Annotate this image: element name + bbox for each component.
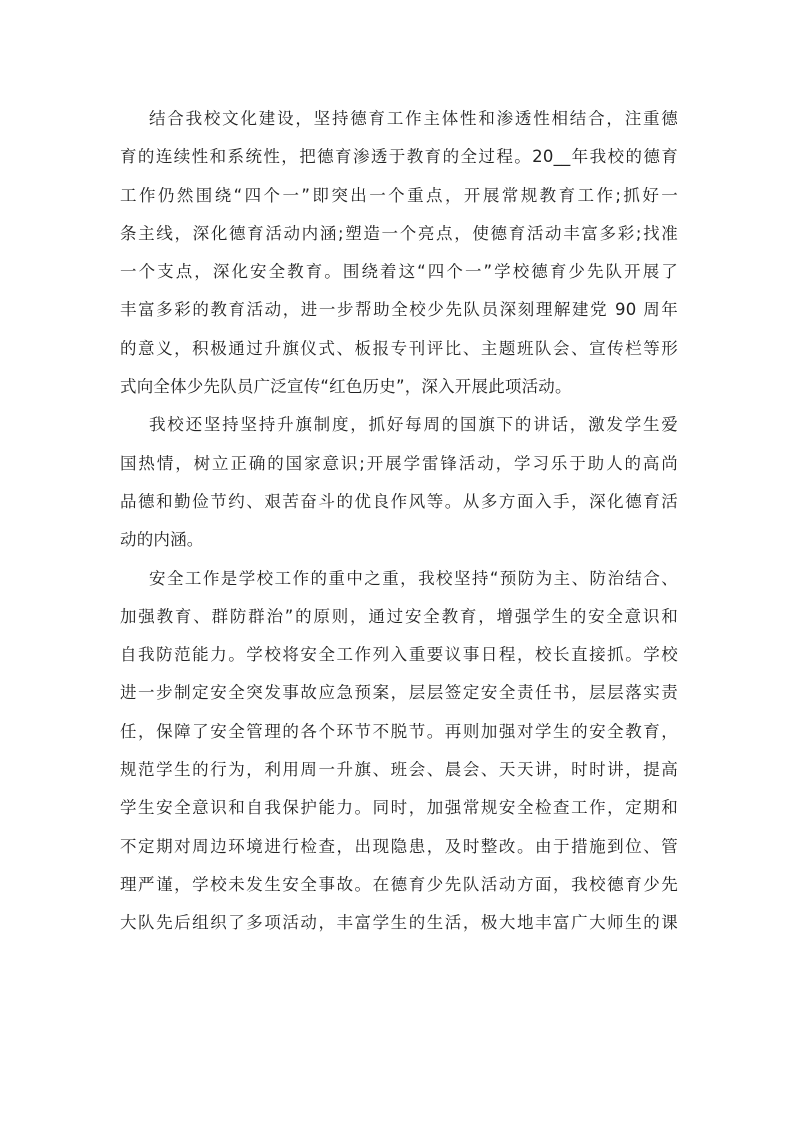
text-line: 的意义，积极通过升旗仪式、板报专刊评比、主题班队会、宣传栏等形 <box>120 338 678 358</box>
text-line: 安全工作是学校工作的重中之重，我校坚持“预防为主、防治结合、 <box>149 568 678 588</box>
text-line: 式向全体少先队员广泛宣传“红色历史”，深入开展此项活动。 <box>120 377 572 397</box>
text-line: 品德和勤俭节约、艰苦奋斗的优良作风等。从多方面入手，深化德育活 <box>120 491 678 511</box>
document-body <box>120 100 678 943</box>
text-line: 动的内涵。 <box>120 530 204 550</box>
text-line: 丰富多彩的教育活动，进一步帮助全校少先队员深刻理解建党 90 周年 <box>120 300 678 320</box>
text-line: 任，保障了安全管理的各个环节不脱节。再则加强对学生的安全教育， <box>120 721 678 741</box>
text-line: 一个支点，深化安全教育。围绕着这“四个一”学校德育少先队开展了 <box>120 262 678 282</box>
text-line: 结合我校文化建设，坚持德育工作主体性和渗透性相结合，注重德 <box>149 109 678 128</box>
text-line: 进一步制定安全突发事故应急预案，层层签定安全责任书，层层落实责 <box>120 683 678 703</box>
text-line: 自我防范能力。学校将安全工作列入重要议事日程，校长直接抓。学校 <box>120 645 678 665</box>
text-line: 我校还坚持坚持升旗制度，抓好每周的国旗下的讲话，激发学生爱 <box>149 415 678 435</box>
text-line: 理严谨，学校未发生安全事故。在德育少先队活动方面，我校德育少先 <box>120 874 678 894</box>
text-line: 条主线，深化德育活动内涵;塑造一个亮点，使德育活动丰富多彩;找准 <box>120 223 678 243</box>
text-line: 学生安全意识和自我保护能力。同时，加强常规安全检查工作，定期和 <box>120 798 678 818</box>
text-line: 不定期对周边环境进行检查，出现隐患，及时整改。由于措施到位、管 <box>120 836 678 856</box>
text-line: 规范学生的行为，利用周一升旗、班会、晨会、天天讲，时时讲，提高 <box>120 760 678 780</box>
paragraph-culture-moral-education <box>120 100 678 406</box>
text-line: 国热情，树立正确的国家意识;开展学雷锋活动，学习乐于助人的高尚 <box>120 453 678 473</box>
paragraph-safety-work <box>120 560 678 943</box>
text-line: 加强教育、群防群治”的原则，通过安全教育，增强学生的安全意识和 <box>120 606 678 626</box>
text-line: 大队先后组织了多项活动，丰富学生的生活，极大地丰富广大师生的课 <box>120 913 678 933</box>
paragraph-flag-raising <box>120 406 678 559</box>
text-line: 工作仍然围绕“四个一”即突出一个重点，开展常规教育工作;抓好一 <box>120 185 678 205</box>
text-line: 育的连续性和系统性，把德育渗透于教育的全过程。20__年我校的德育 <box>120 147 678 167</box>
